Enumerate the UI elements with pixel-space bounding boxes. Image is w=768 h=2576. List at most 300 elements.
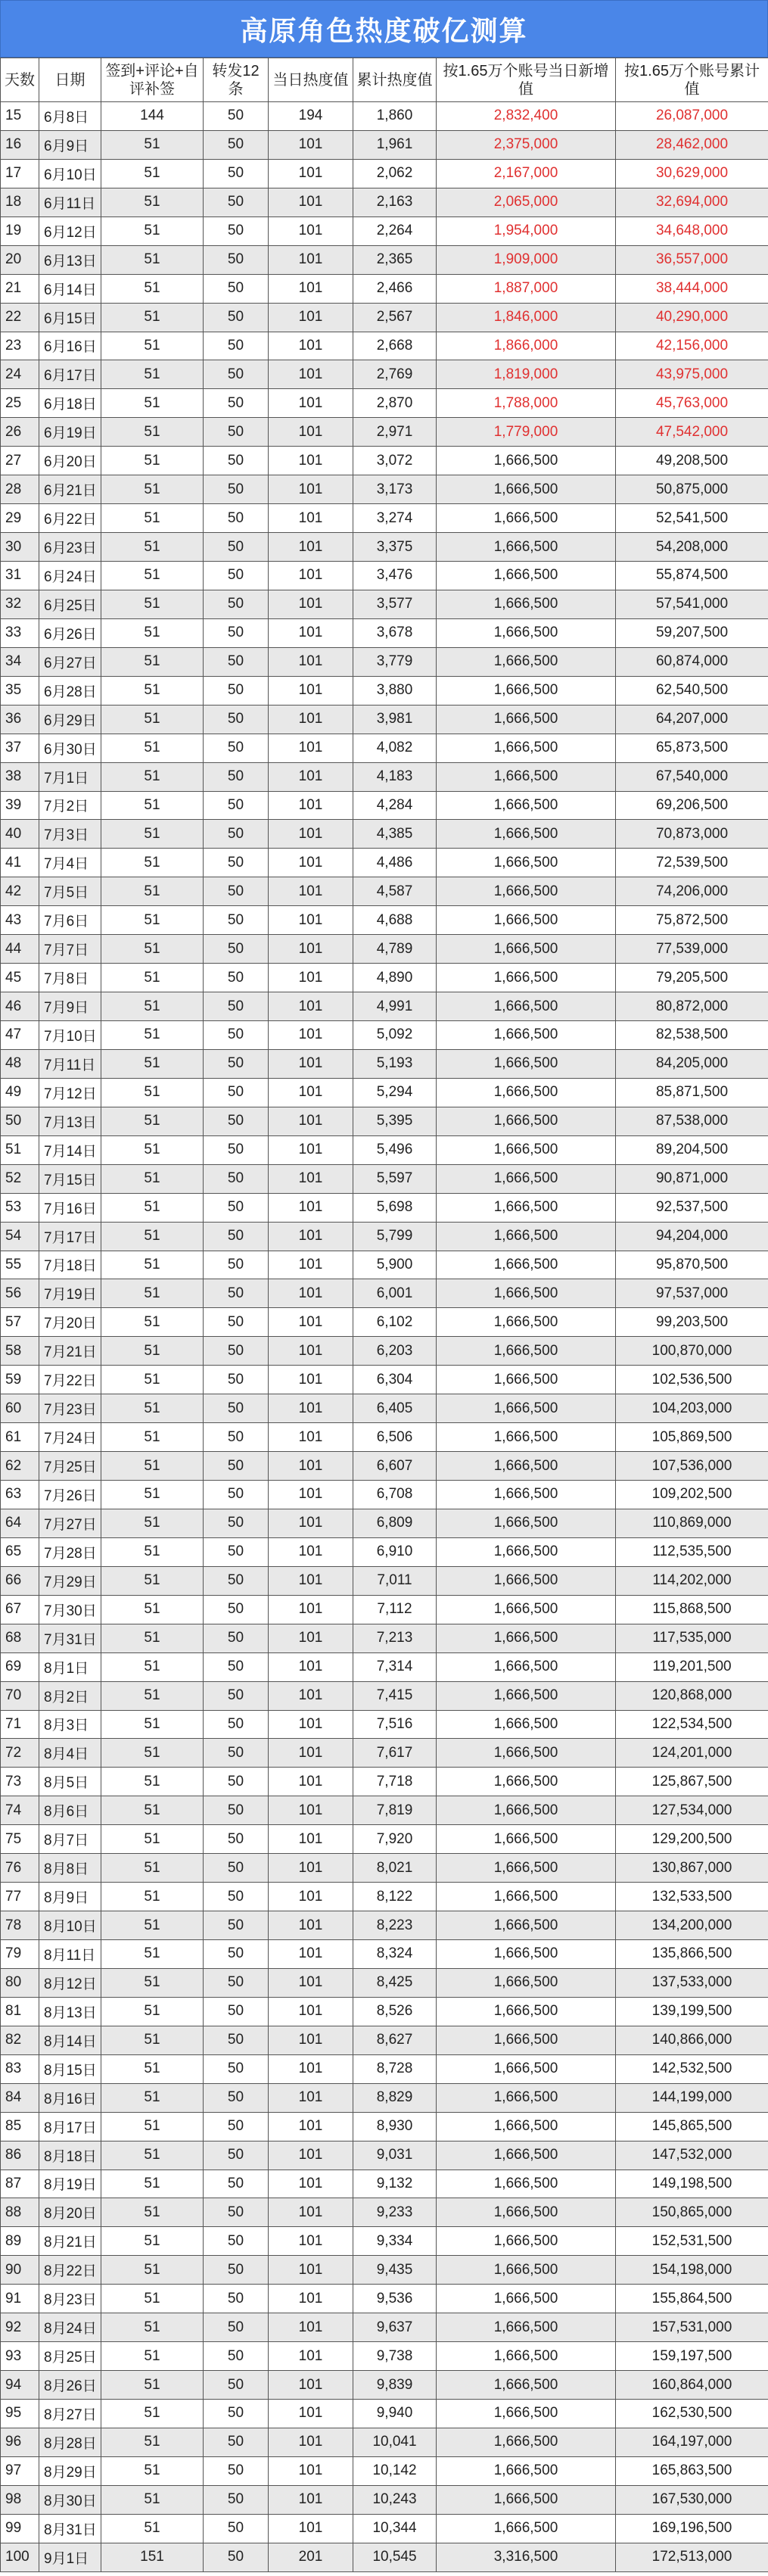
table-row — [1, 1308, 768, 1337]
header-daily-heat: 当日热度值 — [269, 58, 353, 102]
cell-signin: 51 — [101, 1940, 204, 1969]
cell-date: 6月17日 — [39, 360, 101, 389]
cell-day: 63 — [1, 1481, 39, 1509]
cell-forward: 50 — [204, 418, 269, 447]
cell-forward: 50 — [204, 1566, 269, 1595]
cell-forward: 50 — [204, 447, 269, 475]
cell-signin: 51 — [101, 2428, 204, 2456]
cell-forward: 50 — [204, 1997, 269, 2026]
cell-daily-new: 1,666,500 — [437, 2313, 616, 2342]
table-row — [1, 1968, 768, 1997]
cell-daily-new: 1,666,500 — [437, 1251, 616, 1279]
cell-day: 32 — [1, 590, 39, 618]
cell-day: 84 — [1, 2083, 39, 2112]
cell-signin: 51 — [101, 2285, 204, 2313]
cell-cumulative-heat: 6,809 — [353, 1509, 437, 1537]
cell-daily-new: 1,666,500 — [437, 1107, 616, 1135]
cell-day: 72 — [1, 1739, 39, 1768]
cell-cumulative-total: 107,536,000 — [616, 1452, 768, 1481]
cell-day: 30 — [1, 533, 39, 562]
cell-signin: 51 — [101, 1164, 204, 1193]
cell-cumulative-heat: 9,637 — [353, 2313, 437, 2342]
cell-forward: 50 — [204, 1107, 269, 1135]
cell-daily-new: 1,666,500 — [437, 2054, 616, 2083]
cell-forward: 50 — [204, 1968, 269, 1997]
table-row — [1, 1997, 768, 2026]
cell-cumulative-total: 104,203,000 — [616, 1394, 768, 1423]
cell-day: 77 — [1, 1883, 39, 1911]
cell-signin: 51 — [101, 562, 204, 590]
table-row — [1, 1940, 768, 1969]
cell-cumulative-heat: 9,940 — [353, 2400, 437, 2428]
cell-signin: 51 — [101, 1452, 204, 1481]
cell-date: 7月22日 — [39, 1366, 101, 1394]
cell-forward: 50 — [204, 159, 269, 188]
cell-day: 15 — [1, 102, 39, 131]
cell-cumulative-total: 124,201,000 — [616, 1739, 768, 1768]
cell-day: 46 — [1, 992, 39, 1021]
cell-signin: 51 — [101, 2026, 204, 2054]
cell-forward: 50 — [204, 1825, 269, 1854]
cell-cumulative-total: 135,866,500 — [616, 1940, 768, 1969]
cell-forward: 50 — [204, 618, 269, 647]
table-row — [1, 1710, 768, 1739]
cell-daily-new: 1,666,500 — [437, 1279, 616, 1308]
cell-signin: 51 — [101, 1078, 204, 1107]
cell-day: 38 — [1, 762, 39, 791]
cell-daily-heat: 101 — [269, 274, 353, 303]
table-row — [1, 1911, 768, 1940]
cell-day: 80 — [1, 1968, 39, 1997]
cell-cumulative-heat: 2,769 — [353, 360, 437, 389]
cell-daily-new: 1,666,500 — [437, 2141, 616, 2170]
cell-daily-heat: 101 — [269, 504, 353, 533]
cell-daily-new: 1,666,500 — [437, 590, 616, 618]
cell-date: 6月14日 — [39, 274, 101, 303]
cell-cumulative-total: 129,200,500 — [616, 1825, 768, 1854]
cell-signin: 51 — [101, 1481, 204, 1509]
cell-date: 8月6日 — [39, 1796, 101, 1825]
cell-cumulative-heat: 8,930 — [353, 2112, 437, 2141]
cell-cumulative-heat: 4,587 — [353, 877, 437, 906]
cell-signin: 51 — [101, 590, 204, 618]
cell-cumulative-heat: 4,991 — [353, 992, 437, 1021]
cell-date: 6月23日 — [39, 533, 101, 562]
cell-date: 7月29日 — [39, 1566, 101, 1595]
table-body — [1, 102, 768, 2572]
cell-cumulative-total: 159,197,500 — [616, 2342, 768, 2371]
cell-date: 7月24日 — [39, 1423, 101, 1452]
cell-forward: 50 — [204, 1423, 269, 1452]
cell-cumulative-heat: 8,223 — [353, 1911, 437, 1940]
cell-day: 50 — [1, 1107, 39, 1135]
cell-forward: 50 — [204, 1452, 269, 1481]
cell-date: 8月31日 — [39, 2514, 101, 2543]
table-row — [1, 360, 768, 389]
table-row — [1, 1681, 768, 1710]
cell-daily-heat: 101 — [269, 2428, 353, 2456]
cell-cumulative-total: 137,533,000 — [616, 1968, 768, 1997]
cell-day: 86 — [1, 2141, 39, 2170]
cell-signin: 51 — [101, 2313, 204, 2342]
cell-signin: 51 — [101, 705, 204, 734]
cell-cumulative-total: 43,975,000 — [616, 360, 768, 389]
cell-daily-new: 1,666,500 — [437, 562, 616, 590]
cell-date: 8月5日 — [39, 1768, 101, 1796]
cell-cumulative-heat: 9,233 — [353, 2198, 437, 2227]
cell-forward: 50 — [204, 1135, 269, 1164]
cell-date: 6月26日 — [39, 618, 101, 647]
cell-signin: 51 — [101, 533, 204, 562]
table-row — [1, 2256, 768, 2285]
cell-cumulative-total: 125,867,500 — [616, 1768, 768, 1796]
cell-forward: 50 — [204, 1251, 269, 1279]
cell-daily-heat: 101 — [269, 1078, 353, 1107]
table-row — [1, 590, 768, 618]
table-row — [1, 303, 768, 332]
cell-date: 7月25日 — [39, 1452, 101, 1481]
cell-daily-heat: 101 — [269, 2400, 353, 2428]
cell-day: 68 — [1, 1624, 39, 1652]
cell-cumulative-heat: 6,405 — [353, 1394, 437, 1423]
cell-cumulative-heat: 3,678 — [353, 618, 437, 647]
cell-date: 7月7日 — [39, 935, 101, 964]
cell-cumulative-total: 157,531,000 — [616, 2313, 768, 2342]
cell-day: 61 — [1, 1423, 39, 1452]
cell-forward: 50 — [204, 1021, 269, 1050]
cell-signin: 51 — [101, 1739, 204, 1768]
cell-date: 7月16日 — [39, 1193, 101, 1222]
cell-cumulative-total: 55,874,500 — [616, 562, 768, 590]
cell-signin: 51 — [101, 447, 204, 475]
cell-daily-new: 1,666,500 — [437, 734, 616, 762]
cell-day: 78 — [1, 1911, 39, 1940]
cell-signin: 51 — [101, 1537, 204, 1566]
cell-forward: 50 — [204, 360, 269, 389]
cell-daily-heat: 101 — [269, 849, 353, 877]
cell-date: 7月14日 — [39, 1135, 101, 1164]
table-row — [1, 705, 768, 734]
cell-cumulative-heat: 2,062 — [353, 159, 437, 188]
table-row — [1, 2285, 768, 2313]
cell-date: 8月25日 — [39, 2342, 101, 2371]
cell-day: 28 — [1, 475, 39, 504]
table-row — [1, 992, 768, 1021]
cell-forward: 50 — [204, 2428, 269, 2456]
table-row — [1, 2456, 768, 2485]
cell-day: 52 — [1, 1164, 39, 1193]
cell-forward: 50 — [204, 2543, 269, 2571]
cell-date: 8月14日 — [39, 2026, 101, 2054]
cell-cumulative-heat: 2,971 — [353, 418, 437, 447]
cell-signin: 51 — [101, 1509, 204, 1537]
cell-cumulative-heat: 4,183 — [353, 762, 437, 791]
cell-date: 6月16日 — [39, 332, 101, 360]
cell-forward: 50 — [204, 590, 269, 618]
cell-daily-heat: 101 — [269, 1595, 353, 1624]
cell-daily-new: 1,666,500 — [437, 1710, 616, 1739]
cell-daily-new: 1,666,500 — [437, 2285, 616, 2313]
cell-daily-heat: 101 — [269, 2227, 353, 2256]
cell-date: 8月16日 — [39, 2083, 101, 2112]
table-row — [1, 1739, 768, 1768]
cell-daily-new: 1,666,500 — [437, 1854, 616, 1883]
header-signin: 签到+评论+自评补签 — [101, 58, 204, 102]
cell-daily-heat: 101 — [269, 705, 353, 734]
table-row — [1, 2112, 768, 2141]
cell-signin: 51 — [101, 734, 204, 762]
cell-daily-new: 1,779,000 — [437, 418, 616, 447]
cell-daily-new: 1,666,500 — [437, 2083, 616, 2112]
cell-daily-new: 1,819,000 — [437, 360, 616, 389]
cell-date: 8月2日 — [39, 1681, 101, 1710]
cell-day: 37 — [1, 734, 39, 762]
cell-daily-new: 1,666,500 — [437, 1049, 616, 1078]
cell-day: 98 — [1, 2485, 39, 2514]
cell-forward: 50 — [204, 102, 269, 131]
cell-daily-heat: 101 — [269, 762, 353, 791]
cell-daily-new: 1,666,500 — [437, 1652, 616, 1681]
cell-daily-new: 1,666,500 — [437, 2112, 616, 2141]
cell-daily-heat: 101 — [269, 820, 353, 849]
table-row — [1, 2371, 768, 2400]
cell-daily-new: 1,666,500 — [437, 964, 616, 992]
cell-signin: 51 — [101, 2485, 204, 2514]
cell-forward: 50 — [204, 1537, 269, 1566]
cell-date: 7月2日 — [39, 791, 101, 820]
cell-forward: 50 — [204, 1739, 269, 1768]
cell-cumulative-heat: 7,011 — [353, 1566, 437, 1595]
cell-daily-new: 1,666,500 — [437, 849, 616, 877]
header-row — [1, 58, 768, 102]
sheet-title: 高原角色热度破亿测算 — [0, 0, 768, 58]
cell-signin: 51 — [101, 475, 204, 504]
cell-signin: 51 — [101, 1049, 204, 1078]
cell-daily-heat: 101 — [269, 1394, 353, 1423]
cell-forward: 50 — [204, 1279, 269, 1308]
table-row — [1, 245, 768, 274]
table-row — [1, 1854, 768, 1883]
cell-forward: 50 — [204, 303, 269, 332]
cell-daily-new: 1,666,500 — [437, 504, 616, 533]
cell-signin: 51 — [101, 1796, 204, 1825]
cell-daily-heat: 101 — [269, 1739, 353, 1768]
cell-cumulative-total: 54,208,000 — [616, 533, 768, 562]
cell-signin: 51 — [101, 188, 204, 216]
cell-cumulative-total: 169,196,500 — [616, 2514, 768, 2543]
table-row — [1, 1366, 768, 1394]
cell-daily-new: 1,666,500 — [437, 2428, 616, 2456]
cell-cumulative-total: 49,208,500 — [616, 447, 768, 475]
cell-day: 69 — [1, 1652, 39, 1681]
cell-cumulative-heat: 7,718 — [353, 1768, 437, 1796]
cell-forward: 50 — [204, 647, 269, 676]
cell-daily-heat: 101 — [269, 1940, 353, 1969]
cell-signin: 51 — [101, 849, 204, 877]
cell-cumulative-heat: 6,001 — [353, 1279, 437, 1308]
cell-cumulative-total: 112,535,500 — [616, 1537, 768, 1566]
cell-cumulative-total: 167,530,000 — [616, 2485, 768, 2514]
cell-daily-new: 1,666,500 — [437, 1883, 616, 1911]
cell-daily-heat: 101 — [269, 1624, 353, 1652]
cell-daily-new: 1,666,500 — [437, 1021, 616, 1050]
cell-cumulative-heat: 7,213 — [353, 1624, 437, 1652]
cell-forward: 50 — [204, 2485, 269, 2514]
cell-daily-new: 1,666,500 — [437, 1739, 616, 1768]
cell-cumulative-total: 127,534,000 — [616, 1796, 768, 1825]
table-row — [1, 762, 768, 791]
cell-daily-heat: 101 — [269, 216, 353, 245]
table-row — [1, 2141, 768, 2170]
cell-forward: 50 — [204, 676, 269, 705]
cell-daily-new: 1,666,500 — [437, 2227, 616, 2256]
cell-daily-new: 1,666,500 — [437, 1366, 616, 1394]
cell-day: 89 — [1, 2227, 39, 2256]
cell-forward: 50 — [204, 1049, 269, 1078]
header-day: 天数 — [1, 58, 39, 102]
cell-forward: 50 — [204, 1366, 269, 1394]
cell-date: 8月22日 — [39, 2256, 101, 2285]
cell-cumulative-heat: 3,274 — [353, 504, 437, 533]
cell-forward: 50 — [204, 1595, 269, 1624]
cell-daily-new: 1,666,500 — [437, 1968, 616, 1997]
cell-forward: 50 — [204, 504, 269, 533]
table-row — [1, 734, 768, 762]
cell-date: 6月10日 — [39, 159, 101, 188]
cell-forward: 50 — [204, 734, 269, 762]
cell-day: 18 — [1, 188, 39, 216]
cell-daily-heat: 101 — [269, 2313, 353, 2342]
cell-cumulative-heat: 5,496 — [353, 1135, 437, 1164]
cell-signin: 51 — [101, 418, 204, 447]
cell-cumulative-total: 110,869,000 — [616, 1509, 768, 1537]
cell-day: 25 — [1, 389, 39, 418]
cell-date: 8月12日 — [39, 1968, 101, 1997]
cell-signin: 51 — [101, 130, 204, 159]
cell-daily-new: 1,666,500 — [437, 1768, 616, 1796]
cell-date: 7月8日 — [39, 964, 101, 992]
cell-forward: 50 — [204, 2083, 269, 2112]
cell-cumulative-total: 122,534,500 — [616, 1710, 768, 1739]
table-row — [1, 791, 768, 820]
cell-daily-heat: 101 — [269, 1251, 353, 1279]
cell-forward: 50 — [204, 2026, 269, 2054]
cell-date: 6月11日 — [39, 188, 101, 216]
table-row — [1, 159, 768, 188]
table-row — [1, 2054, 768, 2083]
cell-day: 65 — [1, 1537, 39, 1566]
cell-daily-new: 1,666,500 — [437, 2170, 616, 2198]
cell-daily-heat: 101 — [269, 1135, 353, 1164]
cell-daily-heat: 101 — [269, 389, 353, 418]
cell-signin: 51 — [101, 1681, 204, 1710]
cell-date: 9月1日 — [39, 2543, 101, 2571]
cell-daily-heat: 101 — [269, 992, 353, 1021]
table-row — [1, 1164, 768, 1193]
cell-cumulative-heat: 2,365 — [353, 245, 437, 274]
cell-signin: 51 — [101, 2400, 204, 2428]
cell-cumulative-heat: 9,738 — [353, 2342, 437, 2371]
cell-forward: 50 — [204, 274, 269, 303]
cell-daily-new: 1,666,500 — [437, 820, 616, 849]
table-row — [1, 820, 768, 849]
cell-day: 83 — [1, 2054, 39, 2083]
table-row — [1, 1652, 768, 1681]
cell-daily-heat: 101 — [269, 1509, 353, 1537]
cell-daily-heat: 101 — [269, 1911, 353, 1940]
cell-daily-new: 1,666,500 — [437, 1423, 616, 1452]
cell-daily-heat: 101 — [269, 618, 353, 647]
cell-forward: 50 — [204, 762, 269, 791]
table-row — [1, 1595, 768, 1624]
cell-cumulative-heat: 8,425 — [353, 1968, 437, 1997]
cell-day: 44 — [1, 935, 39, 964]
cell-cumulative-total: 134,200,000 — [616, 1911, 768, 1940]
table-row — [1, 2428, 768, 2456]
cell-date: 8月30日 — [39, 2485, 101, 2514]
cell-signin: 51 — [101, 504, 204, 533]
cell-cumulative-heat: 4,789 — [353, 935, 437, 964]
cell-cumulative-heat: 7,516 — [353, 1710, 437, 1739]
cell-date: 8月9日 — [39, 1883, 101, 1911]
cell-cumulative-heat: 4,688 — [353, 906, 437, 935]
table-row — [1, 2313, 768, 2342]
cell-signin: 51 — [101, 2170, 204, 2198]
cell-date: 7月17日 — [39, 1222, 101, 1251]
cell-daily-new: 1,666,500 — [437, 618, 616, 647]
cell-date: 7月21日 — [39, 1337, 101, 1366]
table-row — [1, 533, 768, 562]
cell-cumulative-heat: 5,698 — [353, 1193, 437, 1222]
table-row — [1, 676, 768, 705]
cell-date: 6月24日 — [39, 562, 101, 590]
cell-daily-new: 1,666,500 — [437, 676, 616, 705]
cell-cumulative-heat: 6,203 — [353, 1337, 437, 1366]
cell-date: 8月17日 — [39, 2112, 101, 2141]
cell-day: 17 — [1, 159, 39, 188]
cell-cumulative-heat: 3,476 — [353, 562, 437, 590]
cell-daily-heat: 101 — [269, 2054, 353, 2083]
table-row — [1, 1021, 768, 1050]
cell-forward: 50 — [204, 849, 269, 877]
cell-forward: 50 — [204, 1337, 269, 1366]
cell-date: 6月9日 — [39, 130, 101, 159]
cell-signin: 51 — [101, 906, 204, 935]
cell-cumulative-heat: 9,334 — [353, 2227, 437, 2256]
cell-cumulative-heat: 2,668 — [353, 332, 437, 360]
cell-cumulative-heat: 2,870 — [353, 389, 437, 418]
cell-day: 20 — [1, 245, 39, 274]
cell-date: 7月28日 — [39, 1537, 101, 1566]
cell-date: 6月13日 — [39, 245, 101, 274]
table-row — [1, 1049, 768, 1078]
cell-date: 8月3日 — [39, 1710, 101, 1739]
cell-cumulative-total: 74,206,000 — [616, 877, 768, 906]
cell-signin: 51 — [101, 159, 204, 188]
cell-forward: 50 — [204, 1624, 269, 1652]
cell-cumulative-total: 140,866,000 — [616, 2026, 768, 2054]
cell-cumulative-heat: 10,041 — [353, 2428, 437, 2456]
table-row — [1, 964, 768, 992]
cell-cumulative-heat: 3,375 — [353, 533, 437, 562]
cell-daily-heat: 101 — [269, 1481, 353, 1509]
header-daily-new: 按1.65万个账号当日新增值 — [437, 58, 616, 102]
cell-cumulative-total: 30,629,000 — [616, 159, 768, 188]
cell-cumulative-heat: 7,617 — [353, 1739, 437, 1768]
cell-day: 43 — [1, 906, 39, 935]
table-row — [1, 1624, 768, 1652]
cell-day: 73 — [1, 1768, 39, 1796]
